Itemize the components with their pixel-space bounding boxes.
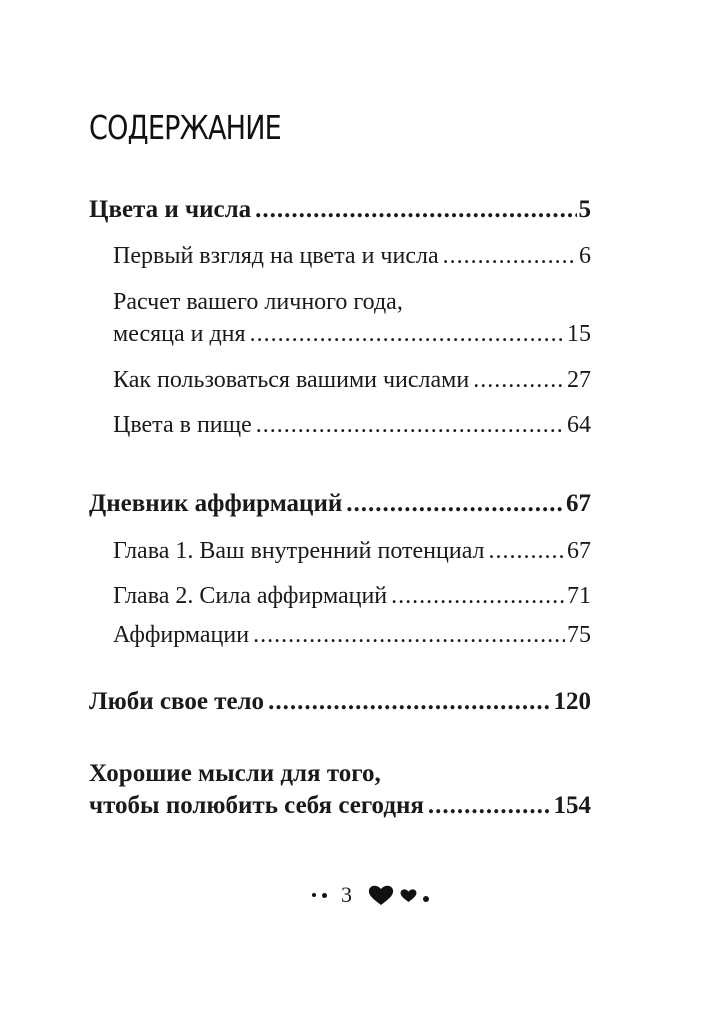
heart-icon: [368, 884, 394, 906]
toc-section-affirmation-diary[interactable]: [89, 490, 591, 518]
dot-leader: [250, 321, 565, 348]
page-footer: [312, 882, 429, 908]
toc-entry-title: Первый взгляд на цвета и числа: [113, 243, 439, 269]
dot-leader: [489, 538, 565, 565]
toc-page-number: 71: [567, 583, 591, 609]
toc-section-good-thoughts[interactable]: [89, 792, 591, 820]
toc-page-number: 15: [567, 321, 591, 347]
dot-leader: [268, 688, 551, 716]
toc-item-personal-year[interactable]: [113, 321, 591, 348]
page-number: 3: [341, 882, 352, 907]
toc-item-colors-food[interactable]: [113, 412, 591, 439]
toc-page-number: 27: [567, 367, 591, 393]
toc-section-line1: Хорошие мысли для того,: [89, 760, 381, 787]
toc-page-number: 64: [567, 412, 591, 438]
toc-item-chapter-1[interactable]: [113, 538, 591, 565]
toc-page-number: 5: [578, 196, 591, 223]
dot-leader: [253, 622, 565, 649]
toc-item-use-numbers[interactable]: [113, 367, 591, 394]
toc-item-line1: Расчет вашего личного года,: [113, 289, 403, 315]
toc-item-chapter-2[interactable]: [113, 583, 591, 610]
page-title: СОДЕРЖАНИЕ: [89, 108, 281, 147]
dot-leader: [256, 412, 565, 439]
toc-page-number: 120: [553, 688, 591, 715]
toc-entry-title: Глава 2. Сила аффирмаций: [113, 583, 388, 609]
toc-item-first-look[interactable]: [113, 243, 591, 270]
toc-entry-title: Аффирмации: [113, 622, 250, 648]
dot-leader: [391, 583, 565, 610]
toc-item-affirmations[interactable]: [113, 622, 591, 649]
toc-entry-title: Цвета в пище: [113, 412, 252, 438]
dot-leader: [346, 490, 564, 518]
toc-page-number: 67: [567, 538, 591, 564]
dot-leader: [428, 792, 552, 820]
toc-section-love-body[interactable]: [89, 688, 591, 716]
dot-leader: [443, 243, 577, 270]
toc-entry-title: месяца и дня: [113, 321, 246, 347]
toc-entry-title: Как пользоваться вашими числами: [113, 367, 470, 393]
toc-entry-title: Дневник аффирмаций: [89, 490, 343, 517]
toc-section-colors-numbers[interactable]: [89, 196, 591, 224]
dot-icon: [312, 893, 316, 897]
toc-page-number: 75: [567, 622, 591, 648]
dot-leader: [255, 196, 576, 224]
toc-entry-title: Люби свое тело: [89, 688, 265, 715]
dot-leader: [473, 367, 565, 394]
toc-entry-title: Глава 1. Ваш внутренний потенциал: [113, 538, 485, 564]
dot-icon: [423, 896, 429, 902]
toc-entry-title: чтобы полюбить себя сегодня: [89, 792, 424, 819]
heart-icon: [400, 888, 417, 903]
toc-page-number: 154: [553, 792, 591, 819]
toc-page-number: 6: [579, 243, 591, 269]
toc-page-number: 67: [566, 490, 591, 517]
toc-entry-title: Цвета и числа: [89, 196, 252, 223]
dot-icon: [322, 893, 327, 898]
